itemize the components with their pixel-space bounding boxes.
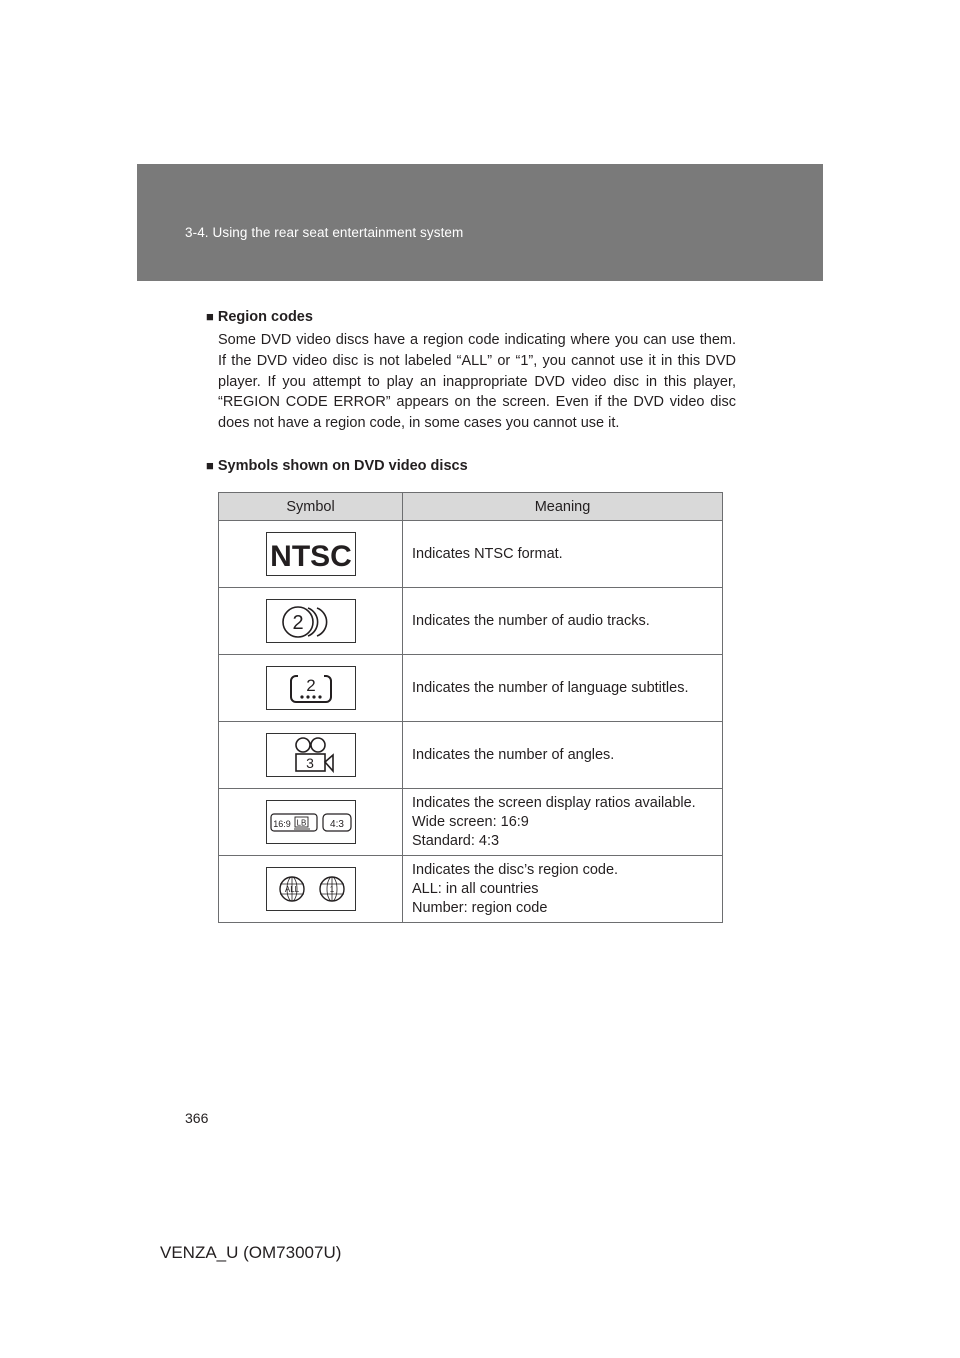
region-codes-paragraph: Some DVD video discs have a region code indicating where you can use them. If the DVD video disc is not labeled “ALL” or “1”, you cannot use it in this DVD player. If you attempt to play an inappropriate DVD video disc in this player, “REGION CODE ERROR” appears on the screen. Even if the DVD video disc does not have a region code, in some cases you cannot use it. xyxy=(218,332,736,432)
audio-tracks-icon xyxy=(266,599,356,643)
screen-ratio-icon xyxy=(266,800,356,844)
symbol-cell xyxy=(219,856,403,923)
region-all-label: ALL xyxy=(284,885,299,894)
document-code: VENZA_U (OM73007U) xyxy=(160,1243,342,1262)
square-bullet-icon: ■ xyxy=(206,309,214,324)
subtitles-icon xyxy=(266,666,356,710)
meaning-cell xyxy=(403,521,723,588)
symbols-table xyxy=(218,492,723,923)
meaning-line: Indicates the number of angles. xyxy=(412,746,615,763)
region-number-label: 1 xyxy=(329,885,334,894)
meaning-line: Number: region code xyxy=(412,899,548,916)
symbols-heading xyxy=(206,457,736,475)
globe-all-icon xyxy=(280,877,304,901)
region-codes-heading xyxy=(206,308,736,326)
subtitles-number: 2 xyxy=(305,676,316,695)
table-row xyxy=(219,722,723,789)
table-row xyxy=(219,789,723,856)
meaning-line: Indicates the number of audio tracks. xyxy=(412,612,650,629)
square-bullet-icon: ■ xyxy=(206,458,214,473)
symbol-cell xyxy=(219,588,403,655)
symbol-cell xyxy=(219,521,403,588)
globe-number-icon xyxy=(320,877,344,901)
table-row xyxy=(219,856,723,923)
symbol-cell xyxy=(219,789,403,856)
table-row xyxy=(219,655,723,722)
angles-icon xyxy=(266,733,356,777)
symbols-title: Symbols shown on DVD video discs xyxy=(217,458,468,474)
ntsc-label: NTSC xyxy=(269,540,352,573)
table-row xyxy=(219,521,723,588)
region-code-icon xyxy=(266,867,356,911)
region-codes-title: Region codes xyxy=(217,309,313,325)
table-row xyxy=(219,588,723,655)
meaning-cell xyxy=(403,789,723,856)
symbol-cell xyxy=(219,722,403,789)
meaning-cell xyxy=(403,856,723,923)
audio-tracks-number: 2 xyxy=(291,612,304,634)
meaning-line: Standard: 4:3 xyxy=(412,832,500,849)
meaning-line: ALL: in all countries xyxy=(412,880,539,897)
meaning-cell xyxy=(403,588,723,655)
symbol-cell xyxy=(219,655,403,722)
header-band xyxy=(137,164,823,281)
meaning-cell xyxy=(403,655,723,722)
angles-number: 3 xyxy=(305,755,314,771)
section-label: 3-4. Using the rear seat entertainment system xyxy=(185,225,464,240)
ratio-standard: 4:3 xyxy=(329,819,344,830)
meaning-line: Wide screen: 16:9 xyxy=(412,813,529,830)
column-header-symbol: Symbol xyxy=(219,493,403,521)
ratio-letterbox: LB xyxy=(296,818,306,828)
ratio-widescreen: 16:9 xyxy=(272,819,291,829)
meaning-line: Indicates the number of language subtitles. xyxy=(412,679,689,696)
ntsc-icon xyxy=(266,532,356,576)
meaning-line: Indicates NTSC format. xyxy=(412,545,563,562)
table-header-row xyxy=(219,493,723,521)
meaning-line: Indicates the disc’s region code. xyxy=(412,861,619,878)
page-number: 366 xyxy=(185,1110,209,1126)
meaning-line: Indicates the screen display ratios available. xyxy=(412,794,696,811)
meaning-cell xyxy=(403,722,723,789)
column-header-meaning: Meaning xyxy=(403,493,723,521)
